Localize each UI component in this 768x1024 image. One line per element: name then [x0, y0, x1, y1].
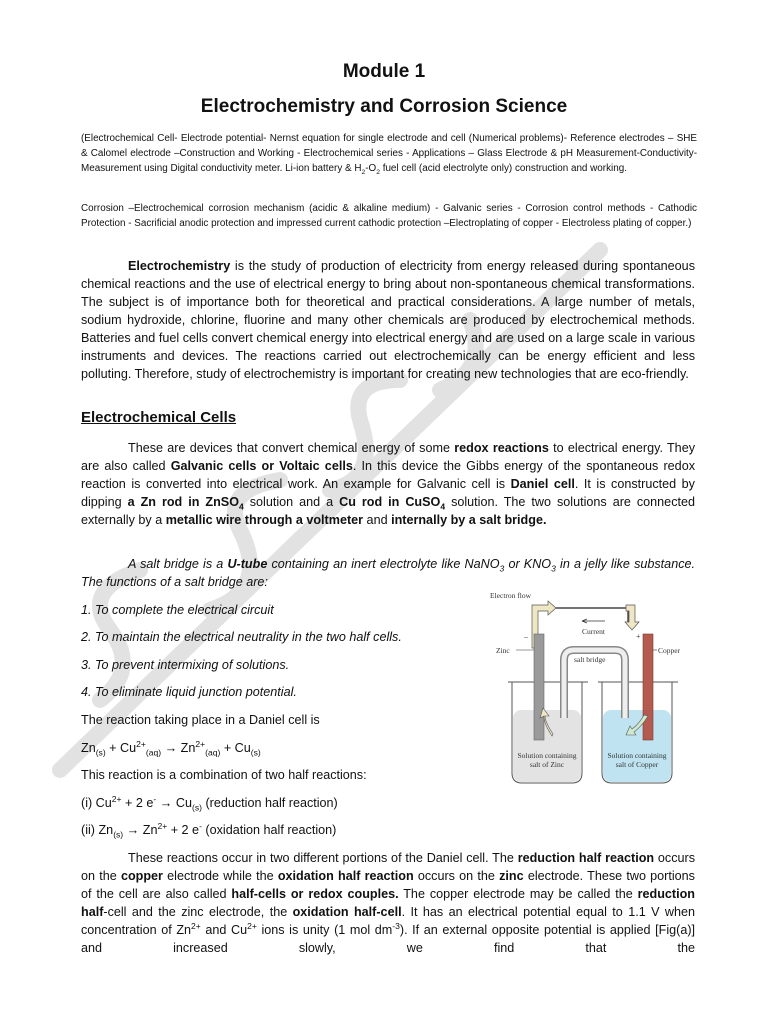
- superscript: 2+: [157, 820, 168, 831]
- bold-text: zinc: [499, 869, 524, 883]
- text-segment: electrode while the: [162, 869, 278, 883]
- half-reactions-intro: [81, 766, 367, 784]
- bold-text: Galvanic cells or Voltaic cells: [170, 459, 353, 473]
- superscript: 2+: [136, 738, 146, 749]
- text-segment: occurs on the: [413, 869, 500, 883]
- text-segment: to electrical energy. They are also called: [81, 441, 695, 473]
- current-arrow-icon: [582, 619, 605, 623]
- text-segment: and: [363, 513, 392, 527]
- text-segment: → Cu: [156, 796, 192, 810]
- zinc-electrode: [534, 634, 544, 740]
- zinc-caption-line1: Solution containing: [517, 751, 577, 760]
- text-segment: ). If an external opposite potential is applied [Fig(a)] and increased slowly, we find that the: [81, 923, 696, 955]
- reduction-half-reaction: [81, 794, 338, 812]
- daniel-cell-equation: [81, 739, 261, 757]
- text-segment: . In this device the Gibbs energy of the spontaneous redox reaction is converted into electrical work. An example for Galvanic cell is: [81, 459, 695, 491]
- plus-sign: +: [636, 632, 641, 641]
- bold-text: oxidation half reaction: [277, 869, 414, 883]
- text-segment: + Cu: [105, 741, 137, 755]
- text-segment: 2. To maintain the electrical neutrality in the two half cells.: [81, 630, 402, 644]
- copper-electrode: [643, 634, 653, 740]
- text-segment: ions is unity (1 mol dm: [256, 923, 393, 937]
- bold-text: oxidation half-cell: [292, 905, 402, 919]
- text-segment: The copper electrode may be called the: [398, 887, 638, 901]
- text-segment: The reaction taking place in a Daniel cell is: [81, 713, 320, 727]
- text-segment: or KNO: [504, 557, 552, 571]
- half-cells-paragraph: [81, 849, 695, 957]
- reaction-intro: [81, 711, 320, 729]
- text-segment: (oxidation half reaction): [201, 823, 337, 837]
- text-segment: A salt bridge is a: [128, 557, 228, 571]
- text-segment: -cell and the zinc electrode, the: [103, 905, 293, 919]
- subscript: (aq): [205, 747, 221, 758]
- text-segment: 1. To complete the electrical circuit: [81, 603, 274, 617]
- text-segment: (Electrochemical Cell- Electrode potential- Nernst equation for single electrode and cell (Numerical problems)- Reference electrodes – SHE & Calomel electrode –Construction and Working - Electrochemical series - Applications – Glass Electrode & pH Measurement-Conductivity- Measurement using Digital conductivity meter. Li-ion battery & H: [81, 133, 697, 175]
- page-subtitle: Electrochemistry and Corrosion Science: [200, 96, 568, 117]
- salt-bridge-paragraph: [81, 555, 695, 591]
- bold-text: Cu rod in CuSO: [339, 495, 441, 509]
- text-segment: fuel cell (acid electrolyte only) construction and working.: [379, 163, 627, 175]
- text-segment: These are devices that convert chemical energy of some: [128, 441, 455, 455]
- subscript: (s): [113, 829, 124, 840]
- list-item: [81, 683, 297, 701]
- bold-text: redox reactions: [454, 441, 549, 455]
- text-segment: This reaction is a combination of two half reactions:: [81, 768, 367, 782]
- text-segment: occurs on the: [81, 851, 695, 883]
- bold-text: half-cells or redox couples.: [231, 887, 399, 901]
- text-segment: . It has an electrical potential equal to 1.1 V when concentration of Zn: [81, 905, 696, 937]
- bold-text: reduction half: [81, 887, 695, 919]
- subscript: (s): [95, 747, 106, 758]
- list-item: [81, 601, 274, 619]
- copper-label: Copper: [658, 646, 681, 655]
- bold-text: internally by a salt bridge.: [391, 513, 547, 527]
- copper-caption-line2: salt of Copper: [615, 760, 659, 769]
- text-segment: . It is constructed by dipping: [81, 477, 695, 509]
- copper-caption-line1: Solution containing: [607, 751, 667, 760]
- bold-text: copper: [120, 869, 163, 883]
- text-segment: + Cu: [220, 741, 251, 755]
- syllabus-paragraph: [81, 131, 697, 177]
- text-segment: 4. To eliminate liquid junction potential.: [81, 685, 297, 699]
- syllabus-corrosion-paragraph: [81, 201, 697, 231]
- superscript: 2+: [111, 793, 122, 804]
- text-segment: is the study of production of electricity from energy released during spontaneous chemical reactions and the use of electrical energy to bring about non-spontaneous chemical transformations. The subject is of importance both for theoretical and practical considerations. A large number of metals, sodium hydroxide, chlorine, fluorine and many other chemicals are produced by electrochemical methods. Batteries and fuel cells convert chemical energy into electrical energy and are used on a large scale in various instruments and devices. The reactions carried out electrochemically can be energy efficient and less polluting. Therefore, study of electrochemistry is important for creating new technologies that are eco-friendly.: [81, 259, 695, 381]
- text-segment: in a jelly like substance. The functions of a salt bridge are:: [81, 557, 695, 589]
- electron-flow-label: Electron flow: [490, 591, 532, 600]
- subscript: 2: [376, 169, 380, 177]
- intro-paragraph: [81, 257, 695, 383]
- bold-text: 4: [440, 501, 446, 512]
- superscript: -: [199, 820, 202, 831]
- section-heading: Electrochemical Cells: [81, 409, 237, 426]
- superscript: 2+: [191, 920, 201, 931]
- text-segment: Zn: [81, 741, 96, 755]
- text-segment: (i) Cu: [81, 796, 112, 810]
- text-segment: electrode. These two portions of the cell are also called: [81, 869, 695, 901]
- page-title: Module 1: [342, 61, 426, 82]
- subscript: 3: [499, 563, 505, 574]
- text-segment: 3. To prevent intermixing of solutions.: [81, 658, 290, 672]
- text-segment: (reduction half reaction): [201, 796, 338, 810]
- superscript: -3: [392, 920, 400, 931]
- zinc-caption-line2: salt of Zinc: [529, 760, 565, 769]
- subscript: 3: [551, 563, 556, 574]
- subscript: 2: [361, 169, 366, 177]
- text-segment: and Cu: [200, 923, 248, 937]
- subscript: (s): [191, 802, 202, 813]
- superscript: 2+: [195, 738, 206, 749]
- text-segment: These reactions occur in two different portions of the Daniel cell. The: [128, 851, 518, 865]
- text-segment: solution and a: [243, 495, 340, 509]
- superscript: 2+: [247, 920, 257, 931]
- text-segment: → Zn: [161, 741, 196, 755]
- subscript: (aq): [145, 747, 162, 758]
- text-segment: Corrosion –Electrochemical corrosion mechanism (acidic & alkaline medium) - Galvanic series - Corrosion control methods - Cathodic Protection - Sacrificial anodic protection and impressed current cathodic protection –Electroplating of copper - Electroless plating of copper.): [81, 203, 697, 230]
- text-segment: + 2 e: [121, 796, 154, 810]
- electron-flow-arrow-in-icon: [625, 605, 639, 630]
- zinc-label: Zinc: [496, 646, 510, 655]
- text-segment: containing an inert electrolyte like NaNO: [267, 557, 500, 571]
- bold-text: metallic wire through a voltmeter: [165, 513, 364, 527]
- zinc-solution: [513, 710, 581, 782]
- text-segment: solution. The two solutions are connected externally by a: [81, 495, 695, 527]
- oxidation-half-reaction: [81, 821, 336, 839]
- current-label: Current: [582, 627, 605, 636]
- bold-text: reduction half reaction: [517, 851, 655, 865]
- text-segment: + 2 e: [167, 823, 200, 837]
- bold-text: a Zn rod in ZnSO: [127, 495, 239, 509]
- list-item: [81, 628, 402, 646]
- text-segment: (ii) Zn: [81, 823, 114, 837]
- daniel-cell-diagram: [480, 588, 705, 788]
- text-segment: → Zn: [123, 823, 158, 837]
- superscript: -: [153, 793, 157, 804]
- subscript: (s): [250, 747, 261, 758]
- bold-text: 4: [239, 501, 244, 512]
- bold-text: Electrochemistry: [128, 259, 231, 273]
- bold-text: Daniel cell: [510, 477, 575, 491]
- salt-bridge-label: salt bridge: [574, 655, 606, 664]
- text-segment: -O: [365, 163, 377, 175]
- copper-solution: [603, 710, 671, 782]
- list-item: [81, 656, 289, 674]
- cells-paragraph: [81, 439, 695, 529]
- minus-sign: –: [524, 632, 528, 641]
- bold-text: U-tube: [227, 557, 268, 571]
